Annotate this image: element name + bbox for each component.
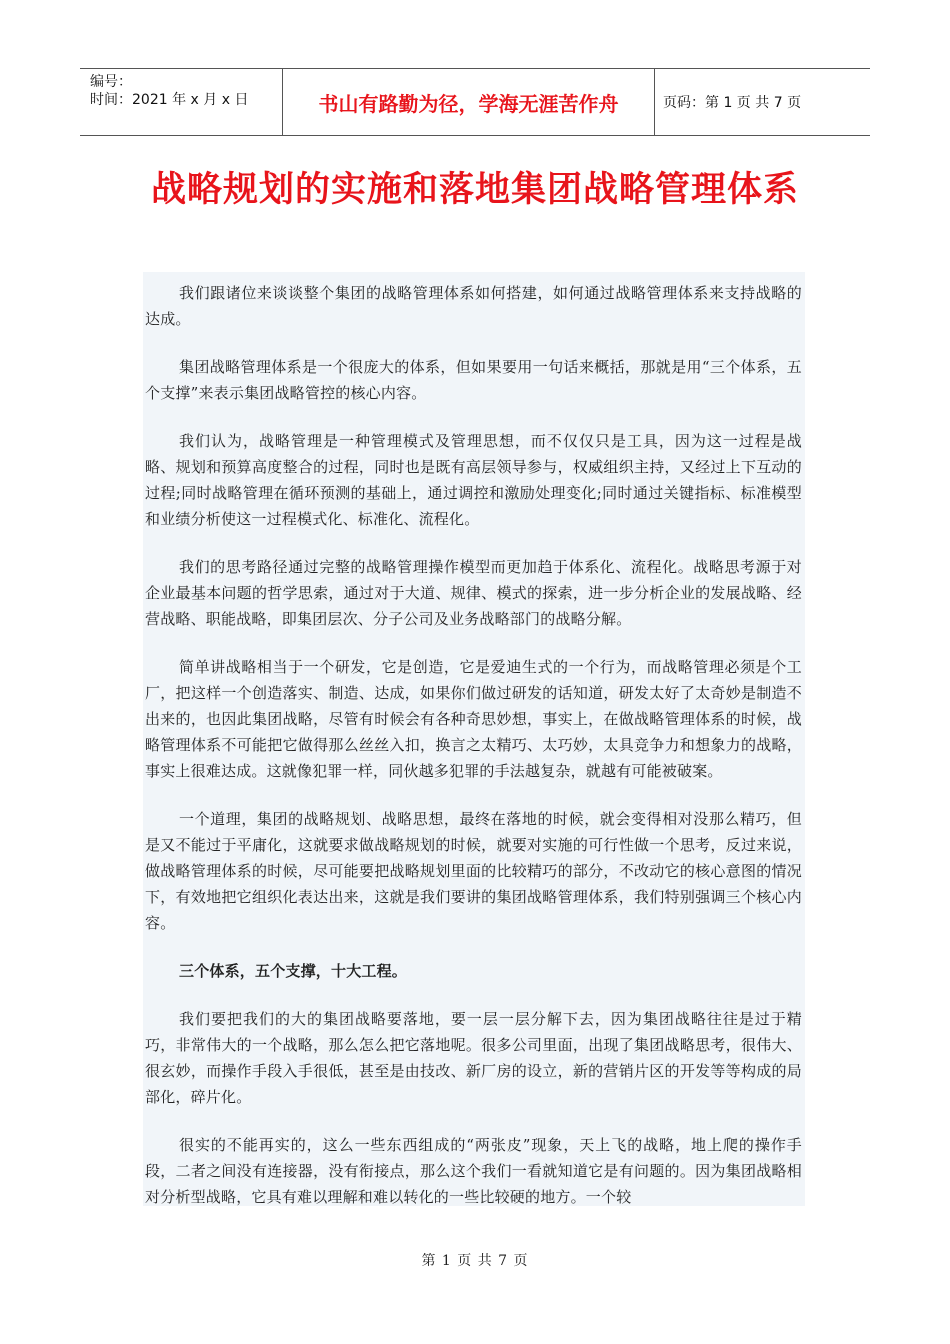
paragraph: 集团战略管理体系是一个很庞大的体系，但如果要用一句话来概括，那就是用“三个体系，五个支撑”来表示集团战略管控的核心内容。 bbox=[145, 358, 802, 402]
paragraph: 很实的不能再实的，这么一些东西组成的“两张皮”现象，天上飞的战略，地上爬的操作手段，二者之间没有连接器，没有衔接点，那么这个我们一看就知道它是有问题的。因为集团战略相对分析型战略，它具有难以理解和难以转化的一些比较硬的地方。一个较 bbox=[145, 1136, 802, 1206]
paragraph: 我们要把我们的大的集团战略要落地，要一层一层分解下去，因为集团战略往往是过于精巧，非常伟大的一个战略，那么怎么把它落地呢。很多公司里面，出现了集团战略思考，很伟大、很玄妙，而操作手段入手很低，甚至是由技改、新厂房的设立，新的营销片区的开发等等构成的局部化，碎片化。 bbox=[145, 1010, 802, 1106]
document-body bbox=[143, 272, 805, 1206]
page-footer: 第 1 页 共 7 页 bbox=[421, 1253, 529, 1269]
paragraph: 简单讲战略相当于一个研发，它是创造，它是爱迪生式的一个行为，而战略管理必须是个工厂，把这样一个创造落实、制造、达成，如果你们做过研发的话知道，研发太好了太奇妙是制造不出来的，也因此集团战略，尽管有时候会有各种奇思妙想，事实上，在做战略管理体系的时候，战略管理体系不可能把它做得那么丝丝入扣，换言之太精巧、太巧妙，太具竞争力和想象力的战略，事实上很难达成。这就像犯罪一样，同伙越多犯罪的手法越复杂，就越有可能被破案。 bbox=[145, 658, 802, 780]
date-label: 时间：2021 年 x 月 x 日 bbox=[90, 92, 249, 108]
header-meta-cell bbox=[80, 69, 283, 135]
document-title: 战略规划的实施和落地集团战略管理体系 bbox=[150, 170, 799, 210]
header-motto: 书山有路勤为径，学海无涯苦作舟 bbox=[283, 69, 655, 135]
paragraph: 一个道理，集团的战略规划、战略思想，最终在落地的时候，就会变得相对没那么精巧，但是又不能过于平庸化，这就要求做战略规划的时候，就要对实施的可行性做一个思考，反过来说，做战略管理体系的时候，尽可能要把战略规划里面的比较精巧的部分，不改动它的核心意图的情况下，有效地把它组织化表达出来，这就是我们要讲的集团战略管理体系，我们特别强调三个核心内容。 bbox=[145, 810, 802, 932]
paragraph: 我们认为，战略管理是一种管理模式及管理思想，而不仅仅只是工具，因为这一过程是战略、规划和预算高度整合的过程，同时也是既有高层领导参与，权威组织主持，又经过上下互动的过程;同时战略管理在循环预测的基础上，通过调控和激励处理变化;同时通过关键指标、标准模型和业绩分析使这一过程模式化、标准化、流程化。 bbox=[145, 432, 802, 528]
number-label: 编号： bbox=[90, 74, 132, 90]
header-page-label: 页码：第 1 页 共 7 页 bbox=[663, 95, 802, 111]
paragraph: 我们的思考路径通过完整的战略管理操作模型而更加趋于体系化、流程化。战略思考源于对企业最基本问题的哲学思索，通过对于大道、规律、模式的探索，进一步分析企业的发展战略、经营战略、职能战略，即集团层次、分子公司及业务战略部门的战略分解。 bbox=[145, 558, 802, 628]
section-heading: 三个体系，五个支撑，十大工程。 bbox=[179, 962, 408, 980]
paragraph: 我们跟诸位来谈谈整个集团的战略管理体系如何搭建，如何通过战略管理体系来支持战略的达成。 bbox=[145, 284, 802, 328]
header-table bbox=[80, 68, 870, 136]
